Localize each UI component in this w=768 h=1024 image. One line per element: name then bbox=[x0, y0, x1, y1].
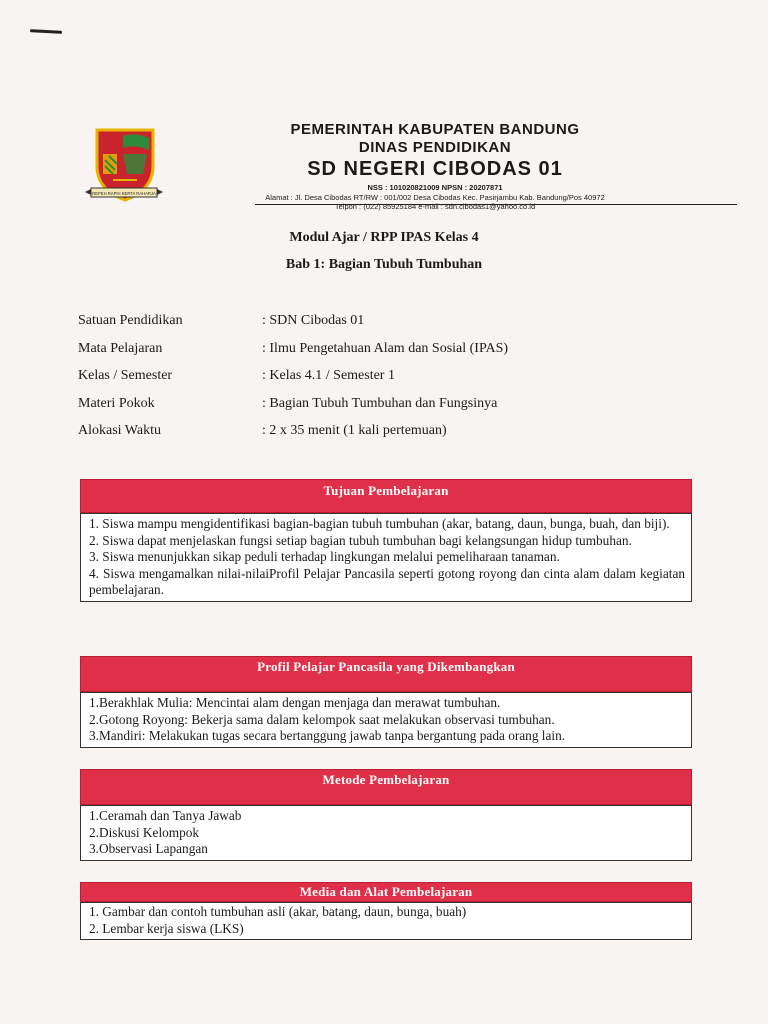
section-profil bbox=[80, 656, 692, 748]
list-item: 1. Siswa mampu mengidentifikasi bagian-bagian tubuh tumbuhan (akar, batang, daun, bunga, buah, dan biji). bbox=[89, 516, 670, 531]
identity-value: : Kelas 4.1 / Semester 1 bbox=[262, 368, 395, 383]
school-address: Alamat : Jl. Desa Cibodas RT/RW : 001/002 Desa Cibodas Kec. Pasirjambu Kab. Bandung/Pos 40972 bbox=[265, 193, 605, 202]
section-body bbox=[80, 902, 692, 940]
list-item: 3.Observasi Lapangan bbox=[89, 841, 208, 856]
identity-value: : SDN Cibodas 01 bbox=[262, 313, 365, 328]
nss-npsn: NSS : 101020821009 NPSN : 20207871 bbox=[367, 183, 503, 192]
school-name: SD NEGERI CIBODAS 01 bbox=[307, 158, 563, 180]
identity-value: : Bagian Tubuh Tumbuhan dan Fungsinya bbox=[262, 395, 498, 411]
letterhead-text bbox=[175, 118, 695, 211]
document-subtitle: Bab 1: Bagian Tubuh Tumbuhan bbox=[285, 257, 483, 272]
list-item: 2. Lembar kerja siswa (LKS) bbox=[89, 920, 244, 936]
list-item: 3.Mandiri: Melakukan tugas secara bertanggung jawab tanpa bergantung pada orang lain. bbox=[89, 728, 566, 743]
identity-label: Satuan Pendidikan bbox=[78, 313, 183, 328]
section-body bbox=[80, 692, 692, 748]
school-contact: Telpon : (022) 85925184 e-mail : sdn.cibodas1@yahoo.co.id bbox=[334, 202, 536, 211]
identity-row bbox=[78, 341, 678, 369]
section-heading: Metode Pembelajaran bbox=[80, 769, 692, 805]
identity-table bbox=[78, 313, 678, 451]
list-item: 1. Gambar dan contoh tumbuhan asli (akar, batang, daun, bunga, buah) bbox=[89, 904, 467, 919]
identity-value: : 2 x 35 menit (1 kali pertemuan) bbox=[262, 423, 447, 438]
pen-mark bbox=[30, 29, 62, 34]
letterhead bbox=[75, 118, 695, 210]
document-title: Modul Ajar / RPP IPAS Kelas 4 bbox=[289, 230, 479, 245]
identity-row bbox=[78, 423, 678, 451]
list-item: 1.Berakhlak Mulia: Mencintai alam dengan menjaga dan merawat tumbuhan. bbox=[89, 695, 501, 710]
identity-label: Mata Pelajaran bbox=[78, 340, 163, 356]
letterhead-rule bbox=[255, 204, 737, 205]
identity-row bbox=[78, 368, 678, 396]
section-heading: Profil Pelajar Pancasila yang Dikembangkan bbox=[80, 656, 692, 692]
list-item: 1.Ceramah dan Tanya Jawab bbox=[89, 808, 242, 823]
identity-row bbox=[78, 396, 678, 424]
list-item: 2.Diskusi Kelompok bbox=[89, 824, 200, 840]
kabupaten-bandung-crest-icon bbox=[83, 124, 165, 208]
section-heading: Media dan Alat Pembelajaran bbox=[80, 882, 692, 902]
section-heading: Tujuan Pembelajaran bbox=[80, 479, 692, 513]
identity-row bbox=[78, 313, 678, 341]
section-metode bbox=[80, 769, 692, 861]
identity-label: Materi Pokok bbox=[78, 395, 155, 411]
government-name: PEMERINTAH KABUPATEN BANDUNG bbox=[290, 121, 580, 138]
section-body bbox=[80, 513, 692, 602]
identity-label: Kelas / Semester bbox=[78, 368, 173, 383]
department-name: DINAS PENDIDIKAN bbox=[358, 139, 512, 156]
list-item: 2.Gotong Royong: Bekerja sama dalam kelompok saat melakukan observasi tumbuhan. bbox=[89, 711, 555, 727]
section-tujuan bbox=[80, 479, 692, 602]
logo-ribbon: REPEH RAPIH KERTA RAHARJA bbox=[92, 191, 156, 196]
identity-label: Alokasi Waktu bbox=[78, 423, 161, 438]
section-media bbox=[80, 882, 692, 940]
identity-value: : Ilmu Pengetahuan Alam dan Sosial (IPAS) bbox=[262, 340, 509, 356]
list-item: 4. Siswa mengamalkan nilai-nilaiProfil Pelajar Pancasila seperti gotong royong dan cinta alam dalam kegiatan pembelajaran. bbox=[89, 565, 685, 597]
list-item: 3. Siswa menunjukkan sikap peduli terhadap lingkungan melalui pemeliharaan tanaman. bbox=[89, 549, 560, 564]
list-item: 2. Siswa dapat menjelaskan fungsi setiap bagian tubuh tumbuhan bagi kelangsungan hidup tumbuhan. bbox=[89, 532, 632, 548]
section-body bbox=[80, 805, 692, 861]
